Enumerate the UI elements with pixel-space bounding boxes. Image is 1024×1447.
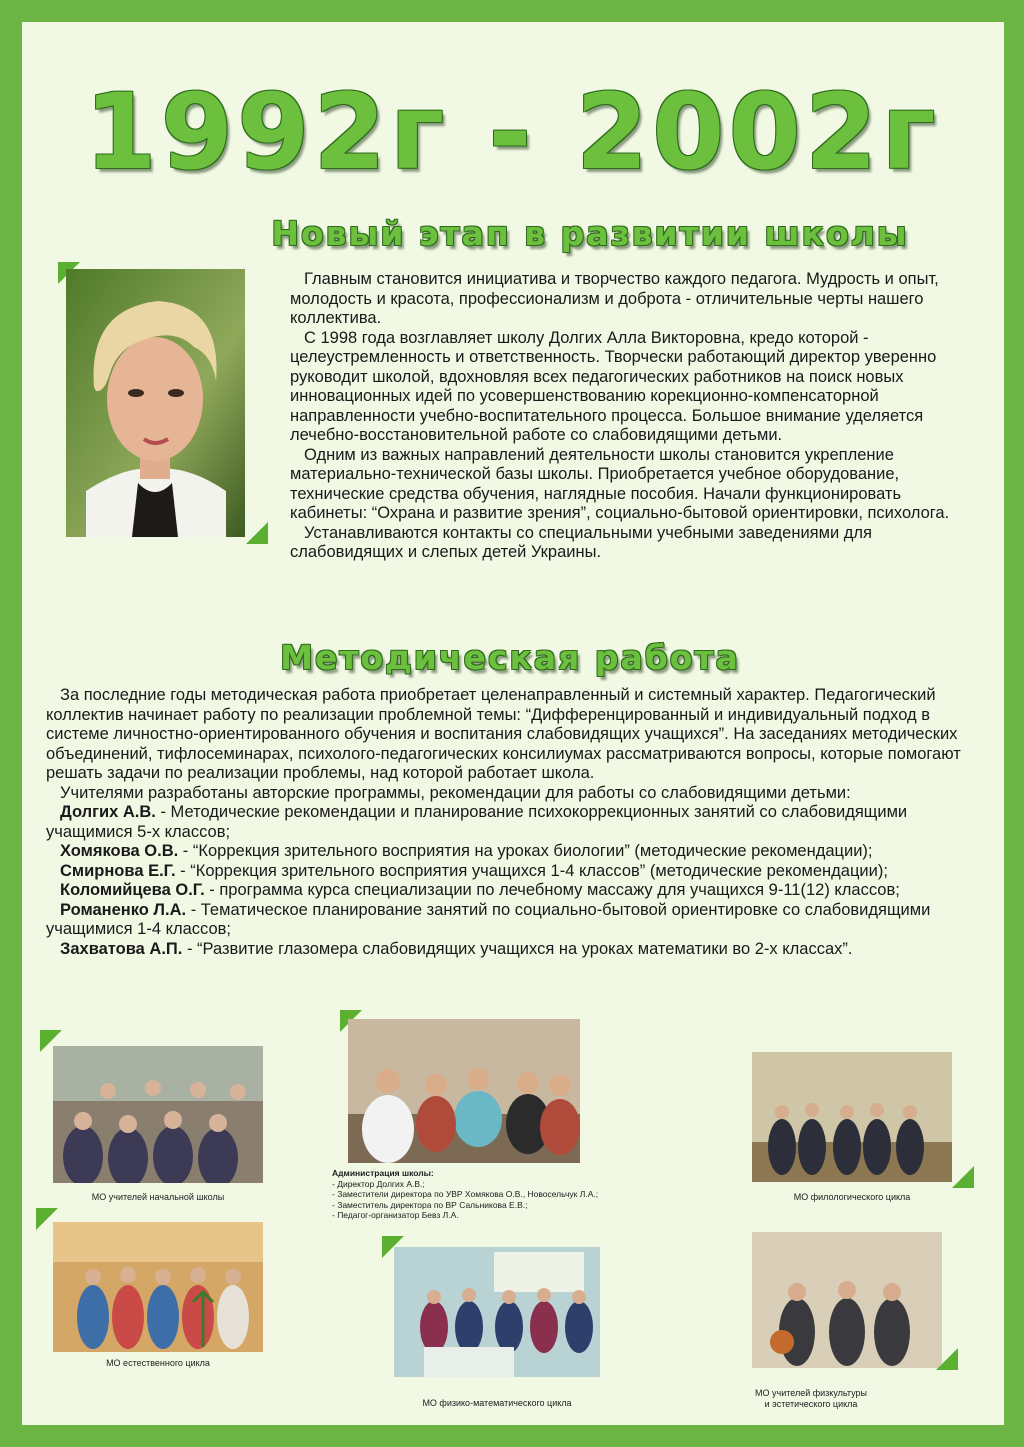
administration-line: - Педагог-организатор Бевз Л.А. bbox=[332, 1210, 459, 1220]
corner-accent bbox=[952, 1166, 974, 1188]
group-photo-image bbox=[53, 1046, 263, 1183]
administration-caption bbox=[332, 1168, 672, 1221]
section1-paragraph: Одним из важных направлений деятельности школы становится укрепление материально-технической базы школы. Приобретается учебное оборудование, технические средства обучения, наглядные пособия. Начали функционировать кабинеты: “Охрана и развитие зрения”, социально-бытовой ориентировки, психолога. bbox=[290, 445, 950, 522]
author-name: Романенко Л.А. bbox=[60, 900, 187, 919]
caption-primary: МО учителей начальной школы bbox=[91, 1192, 225, 1202]
photo-philology-teachers bbox=[752, 1052, 952, 1182]
section1-paragraph: С 1998 года возглавляет школу Долгих Алла Викторовна, кредо которой - целеустремленность и ответственность. Творчески работающий директор уверенно руководит школой, вдохновляя всех педагогических работников на поиск новых инновационных идей по усовершенствованию корекционно-компенсаторной направленности учебно-воспитательного процесса. Большое внимание уделяется лечебно-восстановительной работе со слабовидящими детьми. bbox=[290, 328, 937, 444]
photo-physmath-teachers bbox=[394, 1247, 600, 1377]
author-item bbox=[46, 803, 996, 842]
author-item bbox=[46, 901, 996, 940]
photo-natural-science-teachers bbox=[53, 1222, 263, 1352]
author-item bbox=[46, 862, 996, 882]
section-heading-methodical: Методическая работа bbox=[280, 638, 740, 677]
author-item bbox=[46, 881, 996, 901]
section2-lead: Учителями разработаны авторские программы, рекомендации для работы со слабовидящими детьми: bbox=[60, 783, 851, 802]
section1-text bbox=[290, 270, 980, 563]
portrait-image bbox=[66, 269, 245, 537]
caption-natural: МО естественного цикла bbox=[106, 1358, 210, 1368]
author-item bbox=[46, 842, 996, 862]
corner-accent bbox=[936, 1348, 958, 1370]
photo-pe-aesthetics-teachers bbox=[752, 1232, 942, 1368]
author-work: - Методические рекомендации и планирование психокоррекционных занятий со слабовидящими учащимися 5-х классов; bbox=[46, 803, 908, 841]
group-photo-image bbox=[348, 1019, 580, 1163]
corner-accent bbox=[246, 522, 268, 544]
caption-pe-line: МО учителей физкультуры bbox=[755, 1388, 867, 1398]
caption-pe bbox=[736, 1388, 886, 1410]
group-photo-image bbox=[752, 1052, 952, 1182]
author-work: - “Развитие глазомера слабовидящих учащихся на уроках математики во 2-х классах”. bbox=[182, 939, 853, 958]
section-heading-new-stage: Новый этап в развитии школы bbox=[271, 214, 909, 253]
author-name: Смирнова Е.Г. bbox=[60, 861, 176, 880]
author-name: Коломийцева О.Г. bbox=[60, 881, 205, 899]
group-photo-image bbox=[752, 1232, 942, 1368]
author-item bbox=[46, 940, 996, 960]
section2-text bbox=[46, 686, 996, 959]
director-portrait-photo bbox=[66, 269, 245, 537]
author-work: - “Коррекция зрительного восприятия учащихся 1-4 классов” (методические рекомендации); bbox=[175, 861, 888, 880]
main-title: 1992г - 2002г bbox=[84, 71, 940, 193]
group-photo-image bbox=[53, 1222, 263, 1352]
section1-paragraph: Устанавливаются контакты со специальными учебными заведениями для слабовидящих и слепых детей Украины. bbox=[290, 523, 872, 561]
author-work: - “Коррекция зрительного восприятия на уроках биологии” (методические рекомендации); bbox=[178, 842, 873, 860]
author-name: Захватова А.П. bbox=[60, 939, 183, 958]
caption-pe-line: и эстетического цикла bbox=[764, 1399, 858, 1409]
caption-philology: МО филологического цикла bbox=[793, 1192, 911, 1202]
section2-intro: За последние годы методическая работа приобретает целенаправленный и системный характер. Педагогический коллектив начинает работу по реализации проблемной темы: “Дифференцированный и индивидуальный подход в системе личностно-ориентированного обучения и воспитания слабовидящих учащихся”. На заседаниях методических объединений, тифлосеминарах, психолого-педагогических консилиумах рассматриваются вопросы, которые помогают решать задачи по реализации проблемы, над которой работает школа. bbox=[46, 686, 961, 782]
section1-paragraph: Главным становится инициатива и творчество каждого педагога. Мудрость и опыт, молодость и красота, профессионализм и доброта - отличительные черты нашего коллектива. bbox=[290, 270, 939, 327]
author-name: Хомякова О.В. bbox=[60, 842, 179, 860]
administration-line: - Заместитель директора по ВР Сальникова Е.В.; bbox=[332, 1199, 528, 1210]
author-work: - Тематическое планирование занятий по социально-бытовой ориентировке со слабовидящими учащимися 1-4 классов; bbox=[46, 900, 931, 938]
group-photo-image bbox=[394, 1247, 600, 1377]
author-work: - программа курса специализации по лечебному массажу для учащихся 9-11(12) классов; bbox=[204, 881, 900, 899]
caption-physmath: МО физико-математического цикла bbox=[422, 1398, 572, 1408]
administration-line: - Директор Долгих А.В.; bbox=[332, 1178, 425, 1189]
administration-title: Администрация школы: bbox=[332, 1168, 434, 1178]
photo-primary-school-teachers bbox=[53, 1046, 263, 1183]
photo-administration bbox=[348, 1019, 580, 1163]
administration-line: - Заместители директора по УВР Хомякова О.В., Новосельчук Л.А.; bbox=[332, 1189, 599, 1199]
author-name: Долгих А.В. bbox=[60, 803, 156, 821]
